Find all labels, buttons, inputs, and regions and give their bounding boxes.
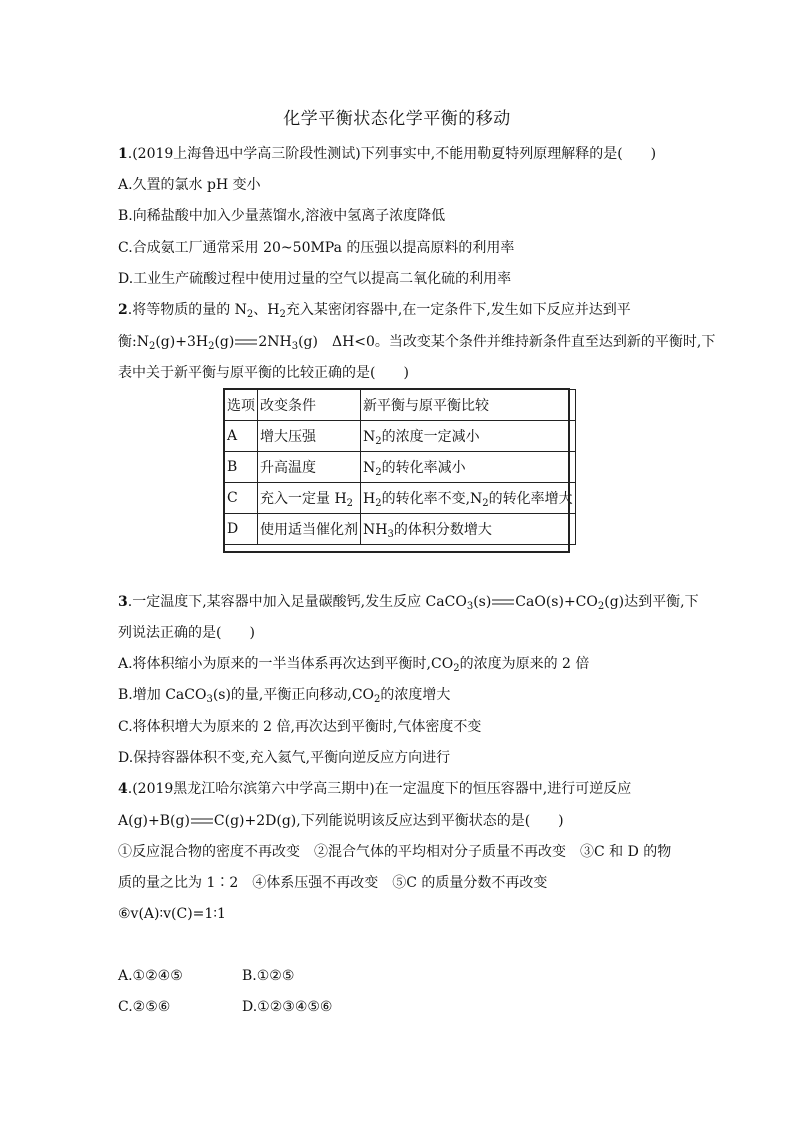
q2-text: 衡:N bbox=[118, 334, 149, 350]
cell-text: N bbox=[363, 460, 376, 476]
q1-option-d: D.工业生产硫酸过程中使用过量的空气以提高二氧化硫的利用率 bbox=[118, 271, 512, 287]
q3-option-c: C.将体积增大为原来的 2 倍,再次达到平衡时,气体密度不变 bbox=[118, 719, 482, 735]
comparison-table bbox=[224, 389, 576, 545]
table-header: 改变条件 bbox=[258, 390, 361, 421]
q1-number: 1 bbox=[118, 146, 128, 162]
q1-option-c: C.合成氨工厂通常采用 20~50MPa 的压强以提高原料的利用率 bbox=[118, 240, 515, 256]
q2-text: 2NH bbox=[258, 334, 292, 350]
q4-line-5: ⑥v(A)∶v(C)=1∶1 bbox=[118, 906, 226, 922]
table-cell: B bbox=[225, 452, 258, 483]
table-cell bbox=[361, 483, 576, 514]
q4-option-b: B.①②⑤ bbox=[242, 968, 295, 984]
table-cell: 增大压强 bbox=[258, 421, 361, 452]
q4-option-d: D.①②③④⑤⑥ bbox=[242, 999, 333, 1015]
cell-text: 的转化率增大 bbox=[488, 491, 573, 507]
subscript: 2 bbox=[453, 663, 460, 674]
q4-number: 4 bbox=[118, 781, 128, 797]
table-cell bbox=[361, 452, 576, 483]
q3-option-b bbox=[118, 687, 678, 703]
table-cell: 升高温度 bbox=[258, 452, 361, 483]
q2-text: .将等物质的量的 N bbox=[127, 302, 247, 318]
q4-option-c: C.②⑤⑥ bbox=[118, 999, 171, 1015]
q3-text: (s) bbox=[473, 594, 492, 610]
q3-text: 的浓度为原来的 2 倍 bbox=[459, 656, 590, 672]
subscript: 2 bbox=[482, 498, 489, 509]
subscript: 3 bbox=[387, 529, 394, 540]
q2-text: 充入某密闭容器中,在一定条件下,发生如下反应并达到平 bbox=[285, 302, 631, 318]
table-cell bbox=[258, 483, 361, 514]
table-header-row bbox=[225, 390, 576, 421]
q4-line-3: ①反应混合物的密度不再改变 ②混合气体的平均相对分子质量不再改变 ③C 和 D 的物 bbox=[118, 844, 672, 860]
q4-option-a: A.①②④⑤ bbox=[118, 968, 183, 984]
subscript: 3 bbox=[291, 341, 299, 352]
q3-text: CaO(s)+CO bbox=[515, 594, 598, 610]
subscript: 3 bbox=[466, 601, 474, 612]
q4-line-1 bbox=[118, 781, 678, 797]
q1-stem-text: .(2019上海鲁迅中学高三阶段性测试)下列事实中,不能用勒夏特列原理解释的是( ) bbox=[127, 146, 657, 162]
table-cell: C bbox=[225, 483, 258, 514]
subscript: 2 bbox=[375, 467, 382, 478]
table-header: 选项 bbox=[225, 390, 258, 421]
subscript: 2 bbox=[148, 341, 156, 352]
cell-text: 的体积分数增大 bbox=[393, 522, 492, 538]
table-row bbox=[225, 483, 576, 514]
q2-text: (g)+3H bbox=[155, 334, 209, 350]
table-cell bbox=[361, 421, 576, 452]
cell-text: 的浓度一定减小 bbox=[381, 429, 480, 445]
subscript: 3 bbox=[206, 694, 213, 705]
q3-text: 的浓度增大 bbox=[380, 687, 451, 703]
equilibrium-arrow-icon bbox=[491, 598, 515, 606]
q4-text: C(g)+2D(g),下列能说明该反应达到平衡状态的是( ) bbox=[213, 813, 564, 829]
subscript: 2 bbox=[375, 498, 382, 509]
q3-line-1 bbox=[118, 594, 699, 612]
q2-line-2 bbox=[118, 334, 716, 352]
q2-text: 、H bbox=[253, 302, 280, 318]
q3-line-2: 列说法正确的是( ) bbox=[118, 625, 255, 641]
cell-text: N bbox=[363, 429, 376, 445]
q2-text: (g) ΔH<0。当改变某个条件并维持新条件直至达到新的平衡时,下 bbox=[298, 334, 716, 350]
table-cell: D bbox=[225, 514, 258, 545]
q4-text: A(g)+B(g) bbox=[118, 813, 190, 829]
q1-option-a: A.久置的氯水 pH 变小 bbox=[118, 177, 261, 193]
table-row bbox=[225, 421, 576, 452]
cell-text: 的转化率减小 bbox=[381, 460, 466, 476]
equilibrium-arrow-icon bbox=[190, 817, 214, 825]
q1-stem bbox=[118, 146, 678, 162]
table-row bbox=[225, 452, 576, 483]
q2-text: (g) bbox=[214, 334, 235, 350]
q2-line-3: 表中关于新平衡与原平衡的比较正确的是( ) bbox=[118, 365, 409, 381]
q3-number: 3 bbox=[118, 594, 128, 610]
subscript: 2 bbox=[346, 498, 354, 509]
cell-text: H bbox=[363, 491, 376, 507]
subscript: 2 bbox=[279, 309, 286, 320]
cell-text: 充入一定量 H bbox=[260, 491, 347, 507]
q1-option-b: B.向稀盐酸中加入少量蒸馏水,溶液中氢离子浓度降低 bbox=[118, 208, 446, 224]
subscript: 2 bbox=[597, 601, 605, 612]
table-row bbox=[225, 514, 576, 545]
subscript: 2 bbox=[374, 694, 381, 705]
q3-text: B.增加 CaCO bbox=[118, 687, 207, 703]
page-title: 化学平衡状态化学平衡的移动 bbox=[283, 109, 511, 129]
subscript: 2 bbox=[246, 309, 254, 320]
equilibrium-arrow-icon bbox=[234, 338, 258, 346]
table-cell bbox=[361, 514, 576, 545]
q4-text: .(2019黑龙江哈尔滨第六中学高三期中)在一定温度下的恒压容器中,进行可逆反应 bbox=[127, 781, 632, 797]
q3-text: (s)的量,平衡正向移动,CO bbox=[212, 687, 375, 703]
q4-line-2 bbox=[118, 813, 678, 829]
table-cell: A bbox=[225, 421, 258, 452]
subscript: 2 bbox=[375, 436, 382, 447]
subscript: 2 bbox=[208, 341, 215, 352]
q3-option-a bbox=[118, 656, 678, 672]
q3-text: A.将体积缩小为原来的一半当体系再次达到平衡时,CO bbox=[118, 656, 454, 672]
cell-text: NH bbox=[363, 522, 388, 538]
q2-number: 2 bbox=[118, 302, 128, 318]
cell-text: 的转化率不变,N bbox=[381, 491, 483, 507]
q4-line-4: 质的量之比为 1∶2 ④体系压强不再改变 ⑤C 的质量分数不再改变 bbox=[118, 875, 548, 891]
q3-option-d: D.保持容器体积不变,充入氦气,平衡向逆反应方向进行 bbox=[118, 750, 451, 766]
table-header: 新平衡与原平衡比较 bbox=[361, 390, 576, 421]
table-cell: 使用适当催化剂 bbox=[258, 514, 361, 545]
q2-line-1 bbox=[118, 302, 678, 318]
q3-text: (g)达到平衡,下 bbox=[604, 594, 699, 610]
q3-text: .一定温度下,某容器中加入足量碳酸钙,发生反应 CaCO bbox=[127, 594, 467, 610]
